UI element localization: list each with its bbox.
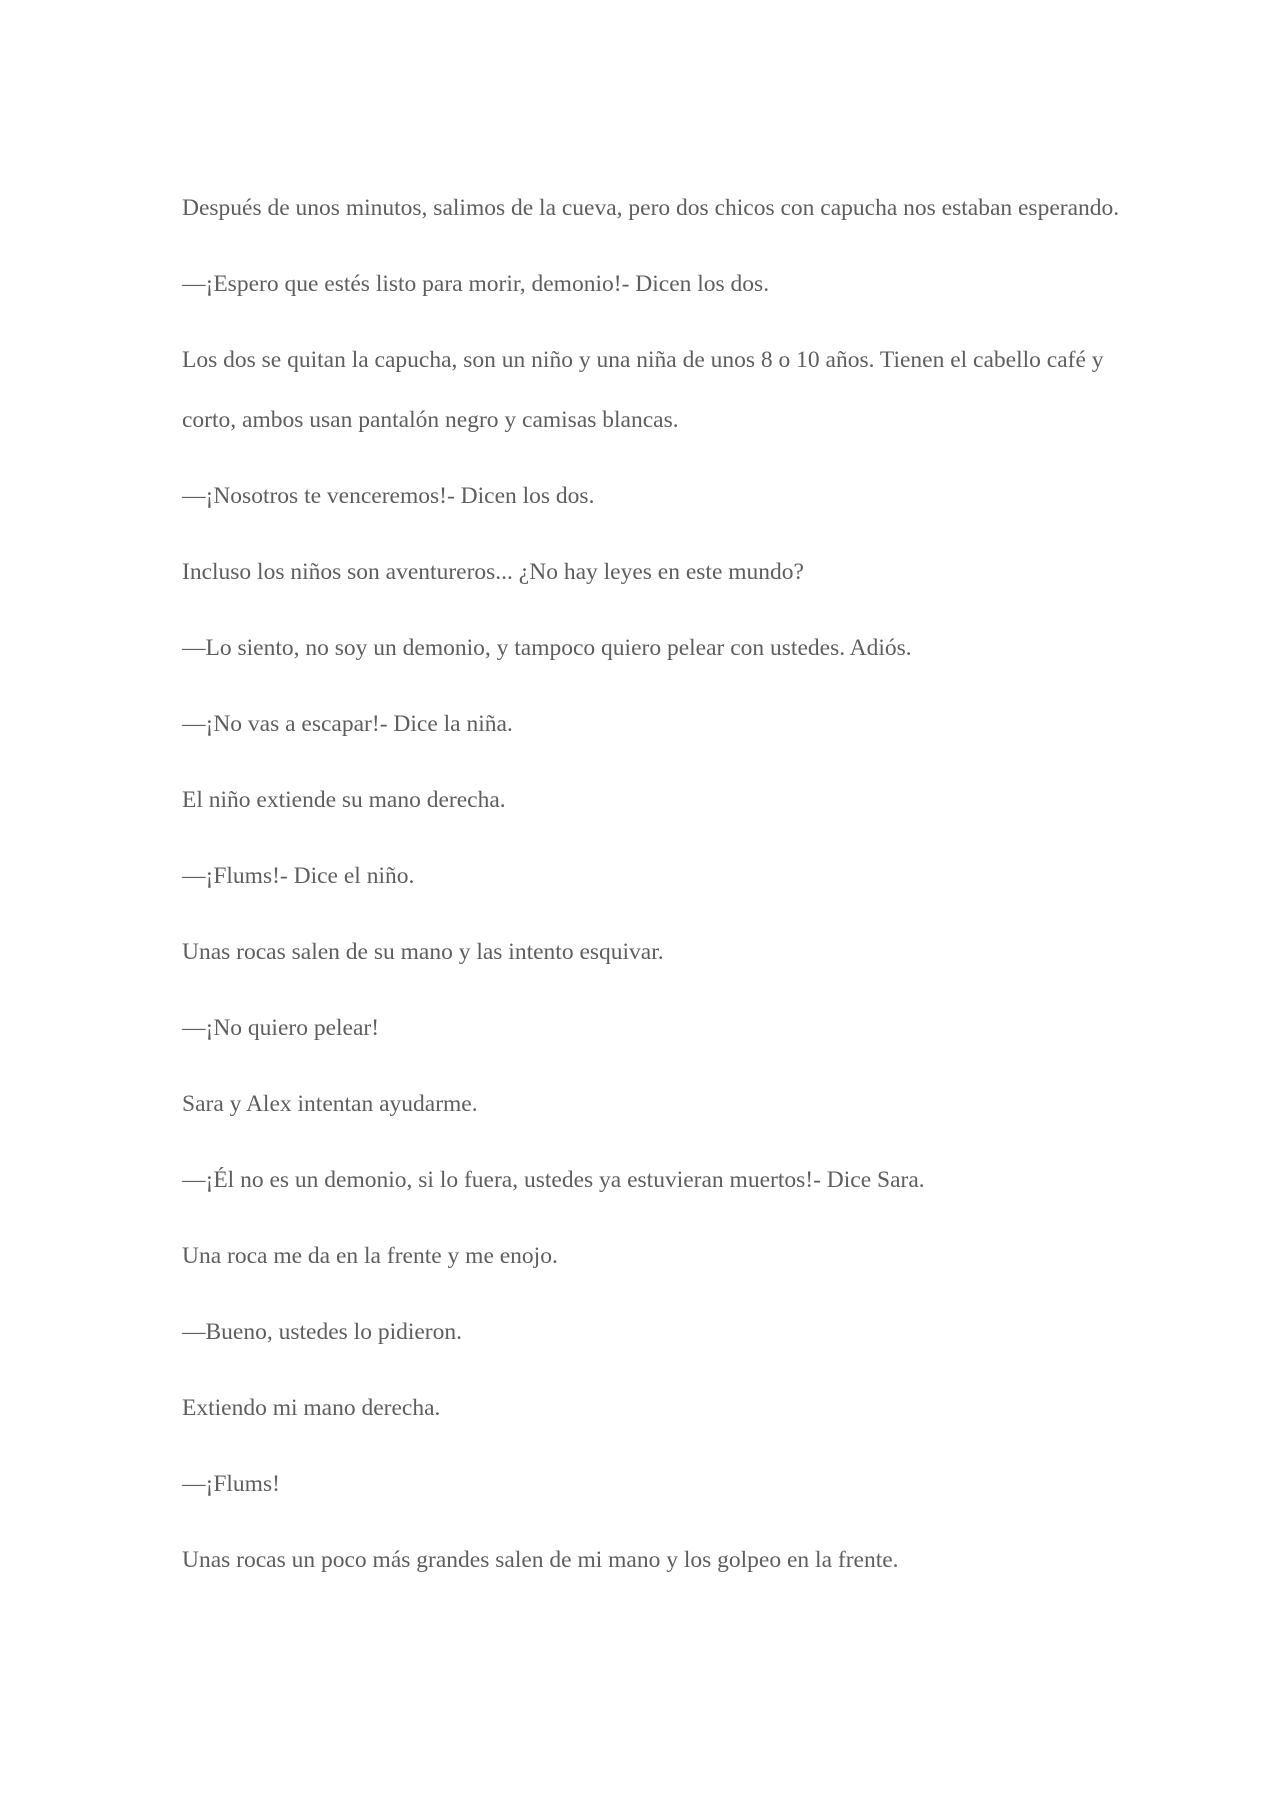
paragraph-12: Sara y Alex intentan ayudarme. xyxy=(182,1091,478,1117)
paragraph-2: —¡Espero que estés listo para morir, demonio!- Dicen los dos. xyxy=(182,271,770,297)
paragraph-8: El niño extiende su mano derecha. xyxy=(182,787,506,813)
paragraph-14: Una roca me da en la frente y me enojo. xyxy=(182,1243,558,1269)
paragraph-11: —¡No quiero pelear! xyxy=(182,1015,380,1041)
paragraph-1: Después de unos minutos, salimos de la cueva, pero dos chicos con capucha nos estaban esperando. xyxy=(182,195,1120,221)
document-body xyxy=(182,178,1122,1606)
paragraph-7: —¡No vas a escapar!- Dice la niña. xyxy=(182,711,513,737)
paragraph-3: Los dos se quitan la capucha, son un niño y una niña de unos 8 o 10 años. Tienen el cabello café y corto, ambos usan pantalón negro y camisas blancas. xyxy=(182,347,1104,433)
paragraph-13: —¡Él no es un demonio, si lo fuera, ustedes ya estuvieran muertos!- Dice Sara. xyxy=(182,1167,925,1193)
paragraph-17: —¡Flums! xyxy=(182,1471,280,1497)
paragraph-5: Incluso los niños son aventureros... ¿No hay leyes en este mundo? xyxy=(182,559,804,585)
paragraph-6: —Lo siento, no soy un demonio, y tampoco quiero pelear con ustedes. Adiós. xyxy=(182,635,912,661)
paragraph-4: —¡Nosotros te venceremos!- Dicen los dos. xyxy=(182,483,595,509)
paragraph-10: Unas rocas salen de su mano y las intento esquivar. xyxy=(182,939,664,965)
paragraph-9: —¡Flums!- Dice el niño. xyxy=(182,863,415,889)
paragraph-18: Unas rocas un poco más grandes salen de mi mano y los golpeo en la frente. xyxy=(182,1547,899,1573)
paragraph-16: Extiendo mi mano derecha. xyxy=(182,1395,441,1421)
paragraph-15: —Bueno, ustedes lo pidieron. xyxy=(182,1319,463,1345)
